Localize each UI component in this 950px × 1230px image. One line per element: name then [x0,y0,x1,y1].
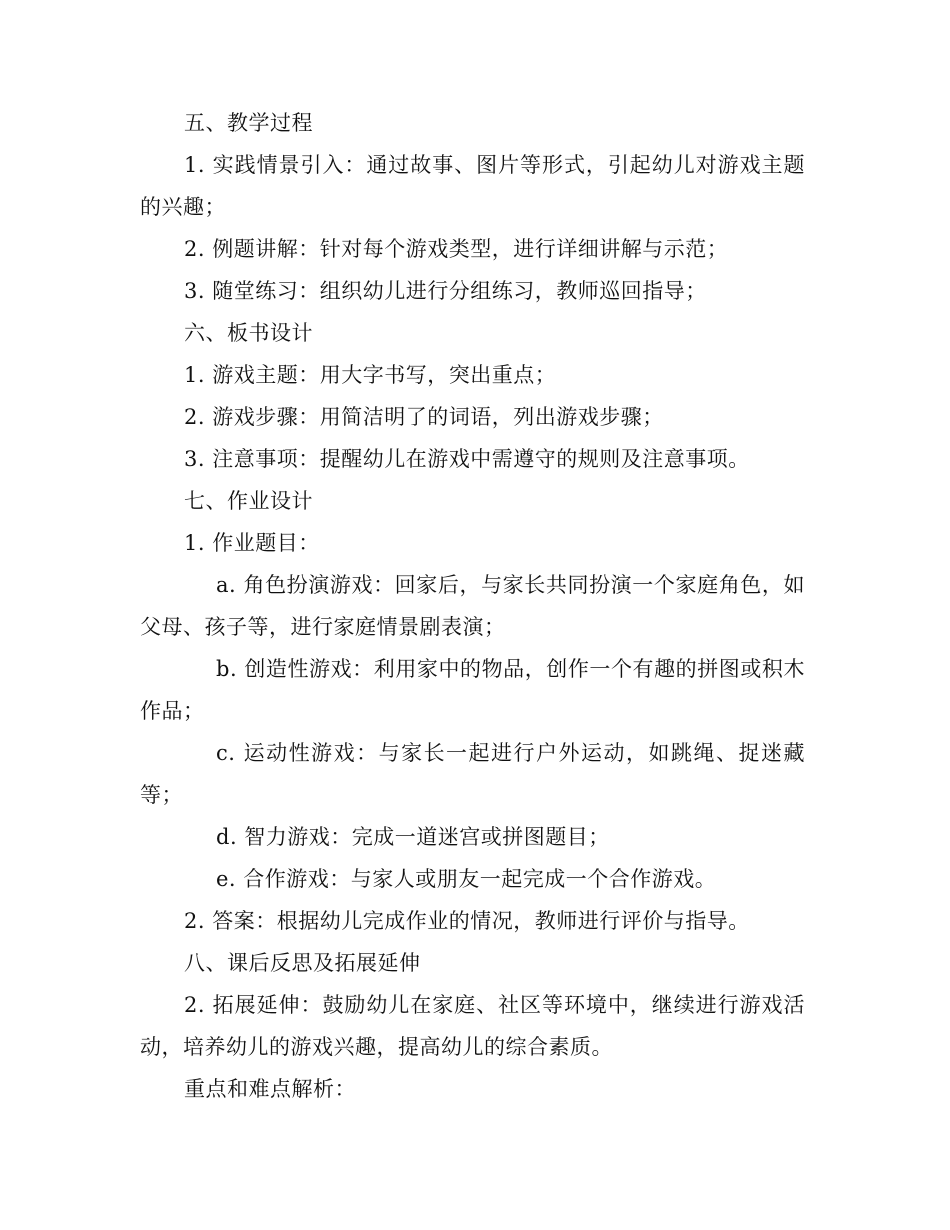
sub-item-sport-game: c. 运动性游戏：与家长一起进行户外运动，如跳绳、捉迷藏等； [140,741,805,807]
list-item-game-steps: 2. 游戏步骤：用简洁明了的词语，列出游戏步骤； [184,405,664,429]
document-body [140,102,805,1110]
list-item-class-practice: 3. 随堂练习：组织幼儿进行分组练习，教师巡回指导； [184,279,707,303]
list-item-example-explanation: 2. 例题讲解：针对每个游戏类型，进行详细讲解与示范； [184,237,729,261]
section-heading-homework-design: 七、作业设计 [184,489,313,513]
list-item-scenario-intro: 1. 实践情景引入：通过故事、图片等形式，引起幼儿对游戏主题的兴趣； [140,153,805,219]
sub-item-intelligence-game: d. 智力游戏：完成一道迷宫或拼图题目； [216,825,610,849]
list-item-notes: 3. 注意事项：提醒幼儿在游戏中需遵守的规则及注意事项。 [184,447,750,471]
sub-item-creative-game: b. 创造性游戏：利用家中的物品，创作一个有趣的拼图或积木作品； [140,657,805,723]
list-item-extension: 2. 拓展延伸：鼓励幼儿在家庭、社区等环境中，继续进行游戏活动，培养幼儿的游戏兴趣，提高幼儿的综合素质。 [140,993,805,1059]
sub-item-cooperation-game: e. 合作游戏：与家人或朋友一起完成一个合作游戏。 [216,867,717,891]
section-heading-reflection-extension: 八、课后反思及拓展延伸 [184,951,421,975]
list-item-game-theme: 1. 游戏主题：用大字书写，突出重点； [184,363,557,387]
list-item-answer: 2. 答案：根据幼儿完成作业的情况，教师进行评价与指导。 [184,909,750,933]
list-item-homework-topic: 1. 作业题目： [184,531,320,555]
section-heading-teaching-process: 五、教学过程 [184,111,313,135]
section-heading-key-points: 重点和难点解析： [184,1077,356,1101]
sub-item-role-play: a. 角色扮演游戏：回家后，与家长共同扮演一个家庭角色，如父母、孩子等，进行家庭情景剧表演； [140,573,805,639]
section-heading-blackboard-design: 六、板书设计 [184,321,313,345]
